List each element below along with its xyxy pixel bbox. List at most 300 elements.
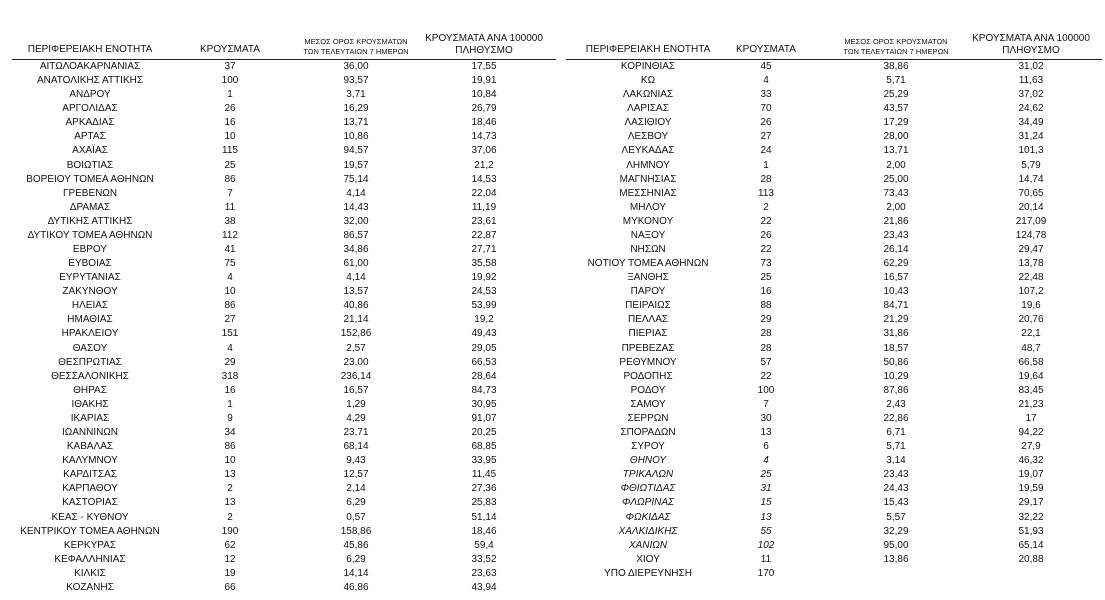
cell-per100k: 14,53 bbox=[471, 173, 497, 185]
cell-region: ΧΑΝΙΩΝ bbox=[628, 539, 668, 551]
cell-avg7: 5,71 bbox=[886, 441, 906, 453]
cell-cases: 22 bbox=[760, 370, 772, 382]
cell-per100k: 27,36 bbox=[471, 483, 497, 495]
cell-region: ΚΕΝΤΡΙΚΟΥ ΤΟΜΕΑ ΑΘΗΝΩΝ bbox=[20, 525, 160, 537]
cell-avg7: 23,43 bbox=[883, 229, 909, 241]
cell-avg7: 16,29 bbox=[343, 103, 369, 115]
header-per100k bbox=[968, 33, 1094, 57]
cell-per100k: 17,55 bbox=[471, 61, 497, 72]
cell-per100k: 91,07 bbox=[471, 412, 497, 424]
table-row bbox=[564, 229, 1105, 243]
header-per100k-line1: ΚΡΟΥΣΜΑΤΑ ΑΝΑ 100000 bbox=[972, 33, 1090, 44]
cell-per100k: 13,78 bbox=[1018, 258, 1044, 270]
cell-avg7: 15,43 bbox=[883, 497, 909, 509]
table-row bbox=[564, 539, 1105, 553]
table-row bbox=[0, 173, 556, 187]
table-row bbox=[0, 159, 556, 173]
table-row bbox=[564, 116, 1105, 130]
cell-region: ΧΙΟΥ bbox=[636, 553, 660, 565]
cell-per100k: 19,59 bbox=[1018, 483, 1044, 495]
cell-per100k: 21,2 bbox=[474, 159, 494, 171]
table-row bbox=[564, 74, 1105, 88]
cell-avg7: 2,14 bbox=[346, 483, 366, 495]
cell-avg7: 34,86 bbox=[343, 244, 369, 256]
table-row bbox=[564, 130, 1105, 144]
cell-cases: 100 bbox=[757, 384, 775, 396]
cell-region: ΚΑΒΑΛΑΣ bbox=[66, 441, 114, 453]
cell-cases: 28 bbox=[760, 342, 772, 354]
cell-cases: 62 bbox=[224, 539, 236, 551]
cell-region: ΚΟΡΙΝΘΙΑΣ bbox=[620, 61, 676, 72]
cell-cases: 25 bbox=[224, 159, 236, 171]
header-per100k-line2: ΠΛΗΘΥΣΜΟ bbox=[455, 45, 513, 56]
cell-per100k: 217,09 bbox=[1015, 215, 1047, 227]
cell-per100k: 20,76 bbox=[1018, 314, 1044, 326]
cell-cases: 19 bbox=[224, 567, 236, 579]
table-row bbox=[0, 74, 556, 88]
cell-avg7: 95,00 bbox=[883, 539, 909, 551]
cell-avg7: 21,14 bbox=[343, 314, 369, 326]
cell-region: ΘΕΣΣΑΛΟΝΙΚΗΣ bbox=[51, 370, 129, 382]
cell-region: ΚΕΦΑΛΛΗΝΙΑΣ bbox=[54, 553, 126, 565]
cell-region: ΒΟΙΩΤΙΑΣ bbox=[66, 159, 114, 171]
cell-per100k: 53,99 bbox=[471, 300, 497, 312]
cell-avg7: 25,00 bbox=[883, 173, 909, 185]
cell-region: ΣΠΟΡΑΔΩΝ bbox=[620, 427, 676, 439]
cell-avg7: 21,29 bbox=[883, 314, 909, 326]
cell-avg7: 4,14 bbox=[346, 187, 366, 199]
cell-region: ΔΡΑΜΑΣ bbox=[69, 201, 111, 213]
cell-avg7: 14,43 bbox=[343, 201, 369, 213]
cell-per100k: 70,65 bbox=[1018, 187, 1044, 199]
cell-region: ΚΑΣΤΟΡΙΑΣ bbox=[62, 497, 118, 509]
cell-region: ΣΕΡΡΩΝ bbox=[627, 412, 669, 424]
cell-per100k: 66,53 bbox=[471, 356, 497, 368]
table-row bbox=[564, 285, 1105, 299]
cell-region: ΜΕΣΣΗΝΙΑΣ bbox=[619, 187, 677, 199]
cell-per100k: 18,46 bbox=[471, 117, 497, 129]
cell-avg7: 94,57 bbox=[343, 145, 369, 157]
cell-region: ΑΡΚΑΔΙΑΣ bbox=[65, 117, 115, 129]
cell-per100k: 23,61 bbox=[471, 215, 497, 227]
table-row bbox=[0, 116, 556, 130]
cell-region: ΥΠΟ ΔΙΕΡΕΥΝΗΣΗ bbox=[604, 567, 692, 579]
cell-avg7: 19,57 bbox=[343, 159, 369, 171]
cell-per100k: 43,94 bbox=[471, 581, 497, 593]
cell-cases: 16 bbox=[224, 117, 236, 129]
cell-cases: 29 bbox=[760, 314, 772, 326]
cell-cases: 16 bbox=[760, 286, 772, 298]
cell-avg7: 4,14 bbox=[346, 272, 366, 284]
cell-region: ΒΟΡΕΙΟΥ ΤΟΜΕΑ ΑΘΗΝΩΝ bbox=[26, 173, 154, 185]
table-row bbox=[564, 299, 1105, 313]
cell-avg7: 5,57 bbox=[886, 511, 906, 523]
cell-per100k: 27,71 bbox=[471, 244, 497, 256]
cell-per100k: 24,62 bbox=[1018, 103, 1044, 115]
cell-region: ΛΕΣΒΟΥ bbox=[627, 131, 669, 143]
table-row bbox=[0, 567, 556, 581]
cell-cases: 26 bbox=[760, 229, 772, 241]
table-row bbox=[564, 398, 1105, 412]
table-row bbox=[0, 482, 556, 496]
table-row bbox=[0, 342, 556, 356]
table-row bbox=[0, 130, 556, 144]
cell-avg7: 16,57 bbox=[883, 272, 909, 284]
cell-per100k: 66,58 bbox=[1018, 356, 1044, 368]
cell-cases: 45 bbox=[760, 61, 772, 72]
cell-avg7: 61,00 bbox=[343, 258, 369, 270]
cell-region: ΝΗΣΩΝ bbox=[630, 244, 666, 256]
table-row bbox=[564, 384, 1105, 398]
cell-region: ΘΕΣΠΡΩΤΙΑΣ bbox=[58, 356, 122, 368]
cell-region: ΡΕΘΥΜΝΟΥ bbox=[619, 356, 677, 368]
cell-per100k: 51,93 bbox=[1018, 525, 1044, 537]
cell-per100k: 51,14 bbox=[471, 511, 497, 523]
table-row bbox=[0, 201, 556, 215]
cell-cases: 4 bbox=[763, 455, 769, 467]
table-row bbox=[0, 454, 556, 468]
cell-cases: 4 bbox=[227, 342, 233, 354]
cell-avg7: 23,71 bbox=[343, 427, 369, 439]
cell-per100k: 25,83 bbox=[471, 497, 497, 509]
table-row bbox=[0, 581, 556, 595]
cell-region: ΕΥΡΥΤΑΝΙΑΣ bbox=[59, 272, 121, 284]
cell-per100k: 14,74 bbox=[1018, 173, 1044, 185]
cell-avg7: 28,00 bbox=[883, 131, 909, 143]
table-row bbox=[564, 60, 1105, 74]
cell-per100k: 49,43 bbox=[471, 328, 497, 340]
table-row bbox=[0, 229, 556, 243]
cell-region: ΕΒΡΟΥ bbox=[72, 244, 108, 256]
table-row bbox=[564, 426, 1105, 440]
cell-avg7: 6,29 bbox=[346, 553, 366, 565]
cell-per100k: 33,95 bbox=[471, 455, 497, 467]
cell-per100k: 22,48 bbox=[1018, 272, 1044, 284]
cell-avg7: 46,86 bbox=[343, 581, 369, 593]
cell-cases: 88 bbox=[760, 300, 772, 312]
cell-region: ΕΥΒΟΙΑΣ bbox=[68, 258, 112, 270]
cell-per100k: 11,63 bbox=[1018, 75, 1044, 87]
cell-cases: 151 bbox=[221, 328, 239, 340]
cell-cases: 112 bbox=[222, 229, 238, 241]
table-row bbox=[564, 482, 1105, 496]
cell-per100k: 14,73 bbox=[471, 131, 497, 143]
cell-avg7: 24,43 bbox=[883, 483, 909, 495]
cell-avg7: 6,71 bbox=[886, 427, 906, 439]
table-row bbox=[564, 327, 1105, 341]
cell-cases: 16 bbox=[224, 384, 236, 396]
table-row bbox=[0, 496, 556, 510]
cell-avg7: 22,86 bbox=[883, 412, 909, 424]
cell-region: ΧΑΛΚΙΔΙΚΗΣ bbox=[618, 525, 678, 537]
header-avg7-line2: ΤΩΝ ΤΕΛΕΥΤΑΙΩΝ 7 ΗΜΕΡΩΝ bbox=[303, 47, 409, 56]
cell-avg7: 31,86 bbox=[883, 328, 909, 340]
cell-cases: 12 bbox=[224, 553, 236, 565]
cell-region: ΜΥΚΟΝΟΥ bbox=[622, 215, 674, 227]
cell-avg7: 86,57 bbox=[343, 229, 369, 241]
header-per100k bbox=[422, 33, 546, 57]
cell-avg7: 4,29 bbox=[346, 412, 366, 424]
cell-per100k: 24,53 bbox=[471, 286, 497, 298]
cell-per100k: 20,14 bbox=[1018, 201, 1044, 213]
cell-region: ΘΑΣΟΥ bbox=[72, 342, 108, 354]
cell-region: ΚΟΖΑΝΗΣ bbox=[66, 581, 114, 593]
cell-per100k: 27,9 bbox=[1021, 441, 1041, 453]
cell-region: ΑΡΓΟΛΙΔΑΣ bbox=[62, 103, 118, 115]
cell-per100k: 31,02 bbox=[1018, 61, 1044, 72]
cell-cases: 10 bbox=[224, 455, 236, 467]
cell-per100k: 11,19 bbox=[471, 201, 497, 213]
cell-avg7: 152,86 bbox=[340, 328, 372, 340]
cell-per100k: 22,87 bbox=[471, 229, 497, 241]
table-row bbox=[0, 539, 556, 553]
table-row bbox=[564, 356, 1105, 370]
table-row bbox=[0, 412, 556, 426]
cell-per100k: 46,32 bbox=[1018, 455, 1044, 467]
cell-avg7: 5,71 bbox=[886, 75, 906, 87]
cell-avg7: 75,14 bbox=[343, 173, 369, 185]
table-row bbox=[564, 215, 1105, 229]
cell-avg7: 13,57 bbox=[343, 286, 369, 298]
cell-per100k: 29,05 bbox=[471, 342, 497, 354]
cell-region: ΦΩΚΙΔΑΣ bbox=[625, 511, 671, 523]
table-row bbox=[0, 440, 556, 454]
table-row bbox=[0, 370, 556, 384]
cell-avg7: 2,57 bbox=[346, 342, 366, 354]
cell-cases: 70 bbox=[760, 103, 772, 115]
table-row bbox=[0, 525, 556, 539]
cell-cases: 57 bbox=[760, 356, 772, 368]
cell-avg7: 73,43 bbox=[883, 187, 909, 199]
header-avg7 bbox=[288, 37, 424, 57]
cell-cases: 86 bbox=[224, 441, 236, 453]
cell-cases: 1 bbox=[763, 159, 769, 171]
table-row bbox=[564, 88, 1105, 102]
cell-per100k: 59,4 bbox=[474, 539, 494, 551]
header-avg7-line2: ΤΩΝ ΤΕΛΕΥΤΑΙΩΝ 7 ΗΜΕΡΩΝ bbox=[843, 47, 949, 56]
cell-cases: 37 bbox=[224, 61, 236, 72]
cell-avg7: 23,43 bbox=[883, 469, 909, 481]
table-row bbox=[0, 356, 556, 370]
cell-cases: 190 bbox=[221, 525, 239, 537]
cell-cases: 6 bbox=[763, 441, 769, 453]
header-per100k-line2: ΠΛΗΘΥΣΜΟ bbox=[1002, 45, 1060, 56]
table-row bbox=[564, 454, 1105, 468]
cell-region: ΝΟΤΙΟΥ ΤΟΜΕΑ ΑΘΗΝΩΝ bbox=[587, 258, 709, 270]
cell-cases: 66 bbox=[224, 581, 236, 593]
cell-cases: 30 bbox=[760, 412, 772, 424]
table-row bbox=[564, 187, 1105, 201]
cell-cases: 15 bbox=[760, 497, 772, 509]
cell-per100k: 107,2 bbox=[1018, 286, 1044, 298]
cell-region: ΡΟΔΟΠΗΣ bbox=[623, 370, 673, 382]
table-row bbox=[564, 159, 1105, 173]
cell-cases: 28 bbox=[760, 328, 772, 340]
cell-region: ΤΡΙΚΑΛΩΝ bbox=[622, 469, 674, 481]
cell-per100k: 22,04 bbox=[471, 187, 497, 199]
cell-region: ΠΕΛΛΑΣ bbox=[627, 314, 669, 326]
cell-region: ΛΑΣΙΘΙΟΥ bbox=[624, 117, 672, 129]
cell-per100k: 22,1 bbox=[1021, 328, 1041, 340]
cell-per100k: 32,22 bbox=[1018, 511, 1044, 523]
table-row bbox=[564, 102, 1105, 116]
cell-cases: 170 bbox=[757, 567, 775, 579]
cell-cases: 9 bbox=[227, 412, 233, 424]
cell-region: ΠΑΡΟΥ bbox=[630, 286, 666, 298]
cell-cases: 7 bbox=[763, 398, 769, 410]
cell-per100k: 101,3 bbox=[1018, 145, 1044, 157]
table-row bbox=[0, 327, 556, 341]
cell-cases: 22 bbox=[760, 244, 772, 256]
cell-cases: 41 bbox=[224, 244, 236, 256]
cell-per100k: 20,25 bbox=[471, 427, 497, 439]
cell-region: ΗΛΕΙΑΣ bbox=[71, 300, 109, 312]
cell-avg7: 10,43 bbox=[883, 286, 909, 298]
table-row bbox=[564, 257, 1105, 271]
cell-region: ΛΕΥΚΑΔΑΣ bbox=[621, 145, 675, 157]
table-row bbox=[564, 144, 1105, 158]
cell-per100k: 19,2 bbox=[474, 314, 494, 326]
cell-cases: 26 bbox=[224, 103, 236, 115]
cell-cases: 13 bbox=[760, 511, 772, 523]
table-row bbox=[564, 496, 1105, 510]
cell-per100k: 83,45 bbox=[1018, 384, 1044, 396]
cell-region: ΙΩΑΝΝΙΝΩΝ bbox=[61, 427, 119, 439]
table-row bbox=[0, 60, 556, 74]
cell-per100k: 26,79 bbox=[471, 103, 497, 115]
cell-avg7: 2,00 bbox=[886, 159, 906, 171]
cell-avg7: 93,57 bbox=[343, 75, 369, 87]
cell-region: ΚΑΡΠΑΘΟΥ bbox=[62, 483, 118, 495]
cell-per100k: 35,58 bbox=[471, 258, 497, 270]
cell-region: ΚΕΑΣ - ΚΥΘΝΟΥ bbox=[51, 511, 129, 523]
cell-per100k: 37,02 bbox=[1018, 89, 1044, 101]
cell-per100k: 10,84 bbox=[471, 89, 497, 101]
cell-avg7: 0,57 bbox=[346, 511, 366, 523]
cell-per100k: 18,46 bbox=[471, 525, 497, 537]
cell-per100k: 68,85 bbox=[471, 441, 497, 453]
cell-cases: 11 bbox=[224, 201, 236, 213]
table-body-right bbox=[564, 60, 1105, 581]
cell-cases: 86 bbox=[224, 300, 236, 312]
cell-cases: 27 bbox=[224, 314, 236, 326]
cell-region: ΚΙΛΚΙΣ bbox=[74, 567, 106, 579]
cell-region: ΘΗΝΟΥ bbox=[629, 455, 667, 467]
cell-avg7: 26,14 bbox=[883, 244, 909, 256]
cell-per100k: 23,63 bbox=[471, 567, 497, 579]
cell-avg7: 13,86 bbox=[883, 553, 909, 565]
cell-avg7: 10,29 bbox=[883, 370, 909, 382]
table-row bbox=[0, 88, 556, 102]
cell-avg7: 3,14 bbox=[886, 455, 906, 467]
cell-cases: 27 bbox=[760, 131, 772, 143]
cell-avg7: 3,71 bbox=[346, 89, 366, 101]
header-cases: ΚΡΟΥΣΜΑΤΑ bbox=[736, 44, 796, 55]
cell-avg7: 158,86 bbox=[340, 525, 372, 537]
cell-per100k: 30,95 bbox=[471, 398, 497, 410]
cell-avg7: 87,86 bbox=[883, 384, 909, 396]
cell-region: ΦΘΙΩΤΙΔΑΣ bbox=[620, 483, 676, 495]
cell-region: ΠΡΕΒΕΖΑΣ bbox=[621, 342, 675, 354]
cell-region: ΑΙΤΩΛΟΑΚΑΡΝΑΝΙΑΣ bbox=[39, 61, 141, 72]
cell-avg7: 84,71 bbox=[883, 300, 909, 312]
cell-per100k: 19,91 bbox=[471, 75, 497, 87]
cell-per100k: 19,6 bbox=[1021, 300, 1041, 312]
cell-avg7: 21,86 bbox=[883, 215, 909, 227]
table-row bbox=[0, 468, 556, 482]
cell-region: ΦΛΩΡΙΝΑΣ bbox=[622, 497, 674, 509]
table-row bbox=[564, 370, 1105, 384]
table-row bbox=[564, 201, 1105, 215]
cell-cases: 25 bbox=[760, 469, 772, 481]
table-row bbox=[564, 553, 1105, 567]
cell-cases: 13 bbox=[224, 497, 236, 509]
cell-region: ΑΝΑΤΟΛΙΚΗΣ ΑΤΤΙΚΗΣ bbox=[36, 75, 144, 87]
cell-cases: 34 bbox=[224, 427, 236, 439]
cell-per100k: 48,7 bbox=[1021, 342, 1041, 354]
table-row bbox=[0, 102, 556, 116]
cell-region: ΞΑΝΘΗΣ bbox=[627, 272, 669, 284]
cell-region: ΜΗΛΟΥ bbox=[629, 201, 667, 213]
cell-avg7: 236,14 bbox=[340, 370, 372, 382]
cell-region: ΑΡΤΑΣ bbox=[74, 131, 106, 143]
table-row bbox=[0, 511, 556, 525]
cell-cases: 13 bbox=[760, 427, 772, 439]
cell-region: ΔΥΤΙΚΗΣ ΑΤΤΙΚΗΣ bbox=[47, 215, 133, 227]
cell-cases: 25 bbox=[760, 272, 772, 284]
cell-cases: 75 bbox=[224, 258, 236, 270]
cell-avg7: 68,14 bbox=[343, 441, 369, 453]
cell-cases: 115 bbox=[222, 145, 238, 157]
cell-cases: 38 bbox=[224, 215, 236, 227]
cell-cases: 2 bbox=[227, 511, 233, 523]
cell-cases: 100 bbox=[221, 75, 239, 87]
header-region: ΠΕΡΙΦΕΡΕΙΑΚΗ ΕΝΟΤΗΤΑ bbox=[27, 44, 153, 55]
cell-cases: 28 bbox=[760, 173, 772, 185]
table-row bbox=[564, 567, 1105, 581]
cell-cases: 4 bbox=[227, 272, 233, 284]
cell-cases: 33 bbox=[760, 89, 772, 101]
cell-cases: 7 bbox=[227, 187, 233, 199]
cell-avg7: 10,86 bbox=[343, 131, 369, 143]
cell-cases: 22 bbox=[760, 215, 772, 227]
table-row bbox=[0, 243, 556, 257]
cell-per100k: 28,64 bbox=[471, 370, 497, 382]
cell-avg7: 25,29 bbox=[883, 89, 909, 101]
cell-region: ΛΑΚΩΝΙΑΣ bbox=[622, 89, 674, 101]
cell-avg7: 14,14 bbox=[343, 567, 369, 579]
table-row bbox=[564, 342, 1105, 356]
cell-region: ΖΑΚΥΝΘΟΥ bbox=[62, 286, 118, 298]
table-row bbox=[564, 313, 1105, 327]
cell-avg7: 9,43 bbox=[346, 455, 366, 467]
table-row bbox=[564, 243, 1105, 257]
cell-avg7: 36,00 bbox=[343, 61, 369, 72]
cell-region: ΚΑΛΥΜΝΟΥ bbox=[62, 455, 118, 467]
cell-per100k: 11,45 bbox=[471, 469, 497, 481]
cell-region: ΛΑΡΙΣΑΣ bbox=[627, 103, 669, 115]
cell-avg7: 38,86 bbox=[883, 61, 909, 72]
header-avg7 bbox=[826, 37, 966, 57]
cell-cases: 31 bbox=[760, 483, 772, 495]
cell-per100k: 5,79 bbox=[1021, 159, 1041, 171]
cell-region: ΔΥΤΙΚΟΥ ΤΟΜΕΑ ΑΘΗΝΩΝ bbox=[27, 229, 153, 241]
cell-avg7: 40,86 bbox=[343, 300, 369, 312]
cell-per100k: 33,52 bbox=[471, 553, 497, 565]
table-row bbox=[0, 215, 556, 229]
cell-cases: 29 bbox=[224, 356, 236, 368]
cell-region: ΝΑΞΟΥ bbox=[630, 229, 666, 241]
